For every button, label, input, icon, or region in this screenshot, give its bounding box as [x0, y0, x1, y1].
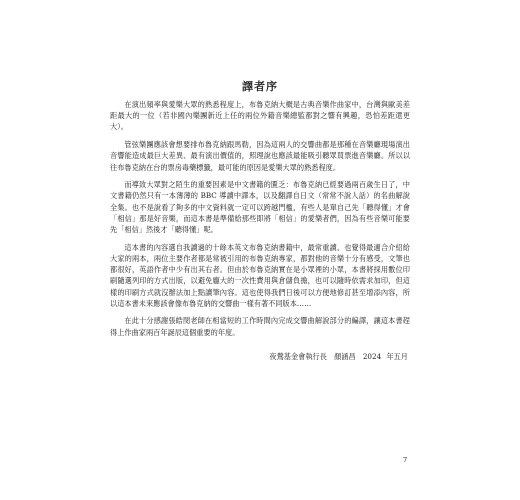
paragraph: 而導致大眾對之陌生的重要因素是中文書籍的匱乏：布魯克納已經要過兩百歲生日了，中文書籍仍然只有一本薄薄的 BBC 導讀中譯本，以及翻譯自日文（常常不說人話）的名曲解說全集。也不是說看了夠多的中文資料就一定可以跨越門檻，有些人是單自己先「聽得懂」才會「相信」那是好音樂，而這本書是準備給那些即將「相信」的愛樂者們，因為有些音樂可能要先「相信」然後才「聽得懂」呢。 — [110, 180, 410, 235]
paragraph: 在演出頻率與愛樂大眾的熟悉程度上，布魯克納大概是古典音樂作曲家中，台灣與歐美差距最大的一位（若非國內樂團新近上任的兩位外籍音樂總監都對之響有興趣，恐怕差距還更大）。 — [110, 100, 410, 132]
paragraph: 在此十分感謝張皓閔老師在相當短的工作時間內完成交響曲解說部分的編譯，讓這本書趕得上作曲家兩百年誕辰這個重要的年度。 — [110, 316, 410, 337]
page-title: 譯者序 — [242, 80, 278, 93]
signature-line: 夜鶯基金會執行長 顏涵昌 2024 年五月 — [269, 351, 408, 361]
paragraph: 這本書的內容選自我讀過的十餘本英文布魯克納書籍中，最常重讀、也覺得最適合介紹給大家的兩本，兩位主要作者都是常被引用的布魯克納專家，都對他的音樂十分有感受，文筆也都很好，英語作者中少有出其右者。但由於布魯克納實在是小眾裡的小眾，本書將採用數位印刷隨選列印的方式出版，以避免龐大的一次性費用與倉儲負擔，也可以隨時依需求加印，但這樣的印刷方式就沒辦法加上點讀筆內容。這也使得我們日後可以方便地修訂甚至增添內容，所以這本書未來應該會像布魯克納的交響曲一樣有著不同版本…… — [110, 242, 410, 308]
page-number: 7 — [403, 456, 408, 464]
preface-body — [110, 99, 410, 362]
paragraph: 管弦樂團應該會想要排布魯克納跟馬勒，因為這兩人的交響曲都是那種在音樂廳現場演出音響能造成最巨大差異、最有演出價值的，照理說也應該最能吸引聽眾買票進音樂廳。所以以往布魯克納在台的票房毒藥標籤，最可能的原因是愛樂大眾的熟悉程度。 — [110, 140, 410, 172]
